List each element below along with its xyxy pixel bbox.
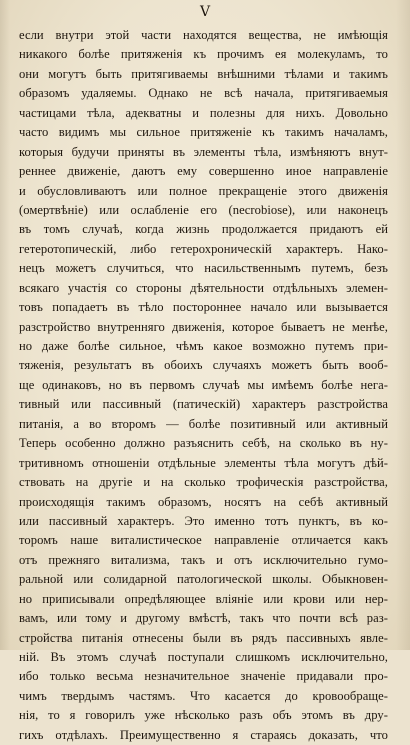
text-line: никакого болѣе притяженія къ прочимъ ея молекуламъ, то: [19, 47, 388, 62]
text-line: образомъ удаляемы. Однако не всѣ начала, притягиваемыя: [19, 86, 388, 101]
text-line: частицами тѣла, адекватны и полезны для нихъ. Довольно: [19, 105, 388, 120]
text-line: вамъ, или тому и другому вмѣстѣ, такъ что почти всѣ раз-: [19, 611, 388, 626]
text-line: ній. Въ этомъ случаѣ поступали слишкомъ исключительно,: [19, 650, 388, 664]
page-left-shadow: [0, 0, 10, 650]
text-line: ральной или солидарной патологической школы. Обыкновен-: [19, 572, 388, 587]
text-line: реннее движеніе, даютъ ему совершенно иное направленіе: [19, 164, 388, 179]
text-line: если внутри этой части находятся вещества, не имѣющія: [19, 28, 388, 42]
text-line: тивный или пассивный (патическій) характеръ разстройства: [19, 397, 388, 412]
text-line: они могутъ быть притягиваемы внѣшними тѣлами и такимъ: [19, 66, 388, 81]
text-line: чимъ твердымъ частямъ. Что касается до кровообраще-: [19, 688, 388, 703]
page-number: V: [199, 4, 211, 20]
text-line: (омертвѣніе) или ослабленіе его (necrobiose), или наконецъ: [19, 202, 388, 217]
page-edge-shadow: [396, 0, 410, 650]
text-line: нецъ можетъ случиться, что насильственнымъ путемъ, безъ: [19, 261, 388, 276]
text-line: но даже болѣе сильное, чѣмъ какое возможно путемъ при-: [19, 339, 388, 353]
text-line: всякаго участія со стороны дѣятельности отдѣльныхъ элемен-: [19, 280, 388, 295]
text-line: гихъ отдѣлахъ. Преимущественно я стараясь доказать, что: [19, 727, 388, 742]
text-line: ибо только весьма незначительное значеніе придавали про-: [19, 669, 388, 684]
text-line: ствовать на другіе и на сколько трофическія разстройства,: [19, 475, 388, 490]
text-line: гетеротопическій, либо гетерохроническій характеръ. Нако-: [19, 241, 388, 256]
text-line: торомъ наше виталистическое направленіе отличается какъ: [19, 533, 388, 548]
text-line: нія, то я говорилъ уже нѣсколько разъ объ этомъ въ дру-: [19, 708, 388, 723]
text-line: происходящія такимъ образомъ, носятъ на себѣ активный: [19, 494, 388, 509]
text-line: но приписывали опредѣляющее вліяніе или крови или нер-: [19, 591, 388, 606]
body-text: [19, 26, 388, 745]
text-line: отъ прежняго витализма, такъ и отъ исключительно гумо-: [19, 552, 388, 567]
text-line: которыя будучи приняты въ элементы тѣла, измѣняютъ внут-: [19, 144, 388, 159]
text-line: Теперь особенно должно разъяснить себѣ, на сколько въ ну-: [19, 436, 388, 451]
text-line: тяженія, результатъ въ обоихъ случаяхъ можетъ быть вооб-: [19, 358, 388, 373]
text-line: стройства питанія отнесены были въ рядъ пассивныхъ явле-: [19, 630, 388, 645]
text-line: ще одинаковъ, но въ первомъ случаѣ мы имѣемъ болѣе нега-: [19, 377, 388, 392]
text-line: въ томъ случаѣ, когда жизнь продолжается придаютъ ей: [19, 222, 388, 237]
text-line: часто видимъ мы сильное притяженіе къ такимъ началамъ,: [19, 125, 388, 140]
text-line: товъ попадаетъ въ тѣло постороннее начало или вызывается: [19, 300, 388, 315]
text-line: разстройство внутренняго движенія, которое бываетъ не менѣе,: [19, 319, 388, 334]
text-line: или пассивный характеръ. Это именно тотъ пунктъ, въ ко-: [19, 513, 388, 528]
text-line: питанія, а во второмъ — болѣе позитивный или активный: [19, 416, 388, 431]
text-line: и обусловливаютъ или полное прекращеніе этого движенія: [19, 183, 388, 198]
text-line: тритивномъ отношеніи отдѣльные элементы тѣла могутъ дѣй-: [19, 455, 388, 470]
